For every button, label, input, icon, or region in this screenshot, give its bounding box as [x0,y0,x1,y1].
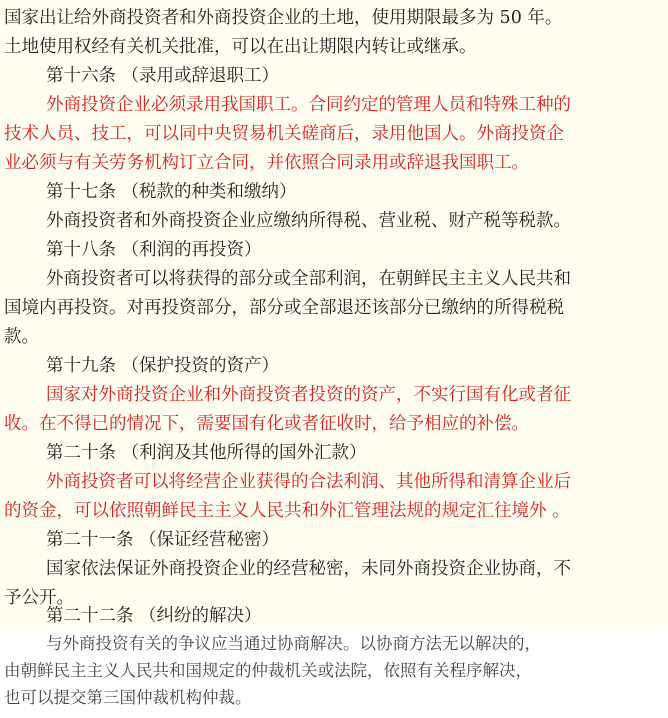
text-line: 土地使用权经有关机关批准，可以在出让期限内转让或继承。 [4,37,477,57]
highlighted-text-line: 技术人员、技工，可以同中央贸易机关磋商后，录用他国人。外商投资企 [4,124,564,144]
highlighted-text-line: 外商投资者可以将经营企业获得的合法利润、其他所得和清算企业后 [46,472,571,492]
article-19-heading: 第十九条 （保护投资的资产） [46,356,280,376]
continuation-section [0,630,668,718]
article-16-heading: 第十六条 （录用或辞退职工） [46,66,280,86]
article-20-heading: 第二十条 （利润及其他所得的国外汇款） [46,443,367,463]
text-line: 国家依法保证外商投资企业的经营秘密，未同外商投资企业协商，不 [46,559,571,579]
text-line: 外商投资者和外商投资企业应缴纳所得税、营业税、财产税等税款。 [46,211,571,231]
text-line: 外商投资者可以将获得的部分或全部利润，在朝鲜民主主义人民共和 [46,269,571,289]
highlighted-text-line: 收。在不得已的情况下，需要国有化或者征收时，给予相应的补偿。 [4,414,529,434]
text-line: 与外商投资有关的争议应当通过协商解决。以协商方法无以解决的， [46,634,541,653]
article-22-heading: 第二十二条 （纠纷的解决） [46,606,262,626]
text-line: 国境内再投资。对再投资部分，部分或全部退还该部分已缴纳的所得税税 [4,298,564,318]
text-line: 款。 [4,327,39,347]
text-line: 国家出让给外商投资者和外商投资企业的土地，使用期限最多为 50 年。 [4,8,563,28]
text-line: 也可以提交第三国仲裁机构仲裁。 [4,688,252,707]
highlighted-text-line: 业必须与有关劳务机构订立合同，并依照合同录用或辞退我国职工。 [4,153,529,173]
article-18-heading: 第十八条 （利润的再投资） [46,240,262,260]
article-17-heading: 第十七条 （税款的种类和缴纳） [46,182,297,202]
highlighted-text-line: 的资金，可以依照朝鲜民主主义人民共和外汇管理法规的规定汇往境外 。 [4,501,570,521]
highlighted-text-line: 外商投资企业必须录用我国职工。合同约定的管理人员和特殊工种的 [46,95,571,115]
article-21-heading: 第二十一条 （保证经营秘密） [46,530,280,550]
highlighted-text-line: 国家对外商投资企业和外商投资者投资的资产，不实行国有化或者征 [46,385,571,405]
text-line: 予公开。 [4,588,74,608]
text-line: 由朝鲜民主主义人民共和国规定的仲裁机关或法院，依照有关程序解决， [4,661,532,680]
